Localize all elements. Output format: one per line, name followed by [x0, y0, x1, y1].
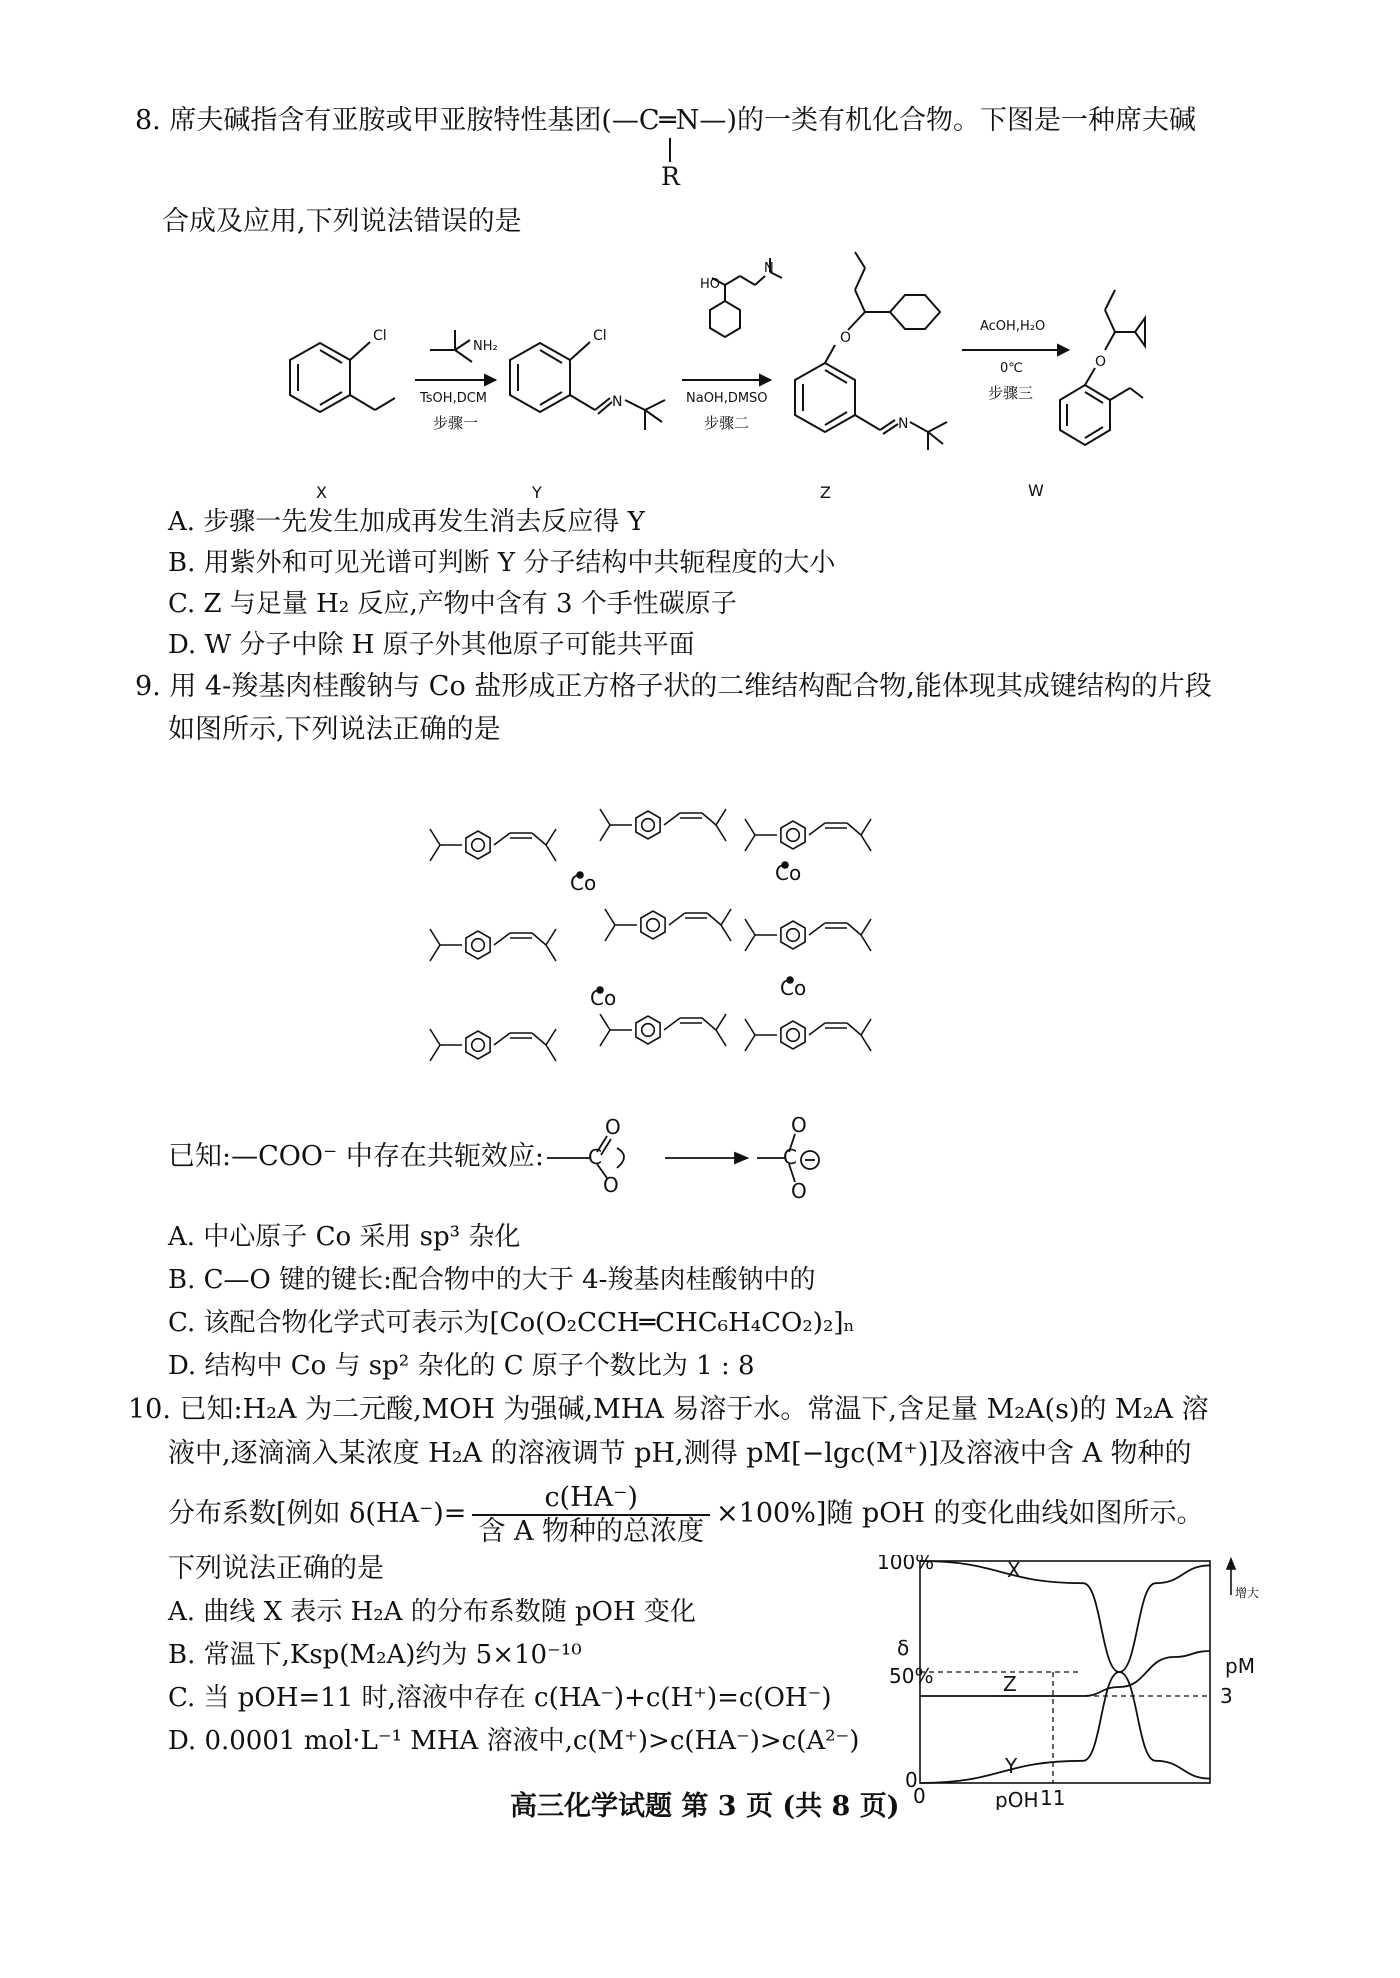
ligand-bond: [532, 1033, 546, 1045]
step2-label: 步骤二: [704, 414, 750, 432]
benzene-ring-6-ring: [472, 1039, 485, 1052]
ligand-bond: [861, 835, 871, 851]
q8-stem-line1: [135, 104, 1196, 138]
y-n-label: N: [612, 394, 623, 410]
svg-text:O: O: [603, 1173, 619, 1197]
benzene-ring-1: [636, 811, 660, 839]
q9-known-text: 已知:—COO⁻ 中存在共轭效应:: [168, 1141, 544, 1172]
step3-conditions-top: AcOH,H₂O: [980, 319, 1046, 334]
ligand-bond: [702, 813, 716, 825]
co-atom-3: Co: [590, 986, 617, 1010]
ligand-bond: [716, 809, 726, 825]
ligand-bond: [494, 833, 510, 845]
q9-known-line: [168, 1140, 544, 1174]
x-tick-0: 0: [913, 1784, 926, 1808]
label-y: Y: [532, 483, 542, 502]
ligand-bond: [707, 913, 721, 925]
ligand-bond: [721, 909, 731, 925]
ligand-bond: [600, 1014, 610, 1030]
label-x: X: [316, 483, 327, 502]
reagent1-nh2: NH₂: [473, 339, 498, 354]
ligand-bond: [605, 925, 615, 941]
page-footer: 高三化学试题 第 3 页 (共 8 页): [510, 1791, 900, 1822]
svg-text:C: C: [588, 1145, 602, 1169]
step1-conditions: TsOH,DCM: [420, 391, 488, 406]
benzene-ring-8-ring: [787, 1029, 800, 1042]
y-tick-0: 0: [905, 1768, 918, 1792]
q8-group-r-bond: [668, 138, 672, 162]
step3-label: 步骤三: [988, 384, 1034, 402]
ligand-bond: [745, 1019, 755, 1035]
step1-label: 步骤一: [433, 414, 479, 432]
ligand-bond: [716, 825, 726, 841]
reagent2-n: N: [764, 261, 774, 276]
ligand-bond: [716, 1030, 726, 1046]
y-axis-label-left: δ: [897, 1636, 910, 1660]
ligand-bond: [745, 919, 755, 935]
ligand-bond: [546, 945, 556, 961]
ligand-bond: [546, 845, 556, 861]
step2-conditions: NaOH,DMSO: [686, 391, 768, 406]
y-tick-100: 100%: [877, 1555, 935, 1574]
ligand-bond: [532, 933, 546, 945]
q10-fraction-numerator: c(HA⁻): [472, 1482, 710, 1516]
q8-option-d: D. W 分子中除 H 原子外其他原子可能共平面: [168, 630, 695, 660]
q8-stem-line2: 合成及应用,下列说法错误的是: [162, 206, 522, 237]
ligand-bond: [664, 1018, 680, 1030]
q8-option-a: A. 步骤一先发生加成再发生消去反应得 Y: [168, 507, 645, 537]
q9-option-a: A. 中心原子 Co 采用 sp³ 杂化: [168, 1222, 521, 1252]
benzene-ring-5: [781, 921, 805, 949]
ligand-bond: [847, 823, 861, 835]
x-tick-11: 11: [1040, 1786, 1066, 1810]
svg-text:C: C: [783, 1145, 797, 1169]
x-cl-label: Cl: [373, 328, 387, 344]
ligand-bond: [745, 1035, 755, 1051]
ligand-bond: [430, 1029, 440, 1045]
series-line-x: [920, 1561, 1210, 1779]
benzene-ring-8: [781, 1021, 805, 1049]
ligand-bond: [809, 1023, 825, 1035]
svg-text:O: O: [605, 1115, 621, 1139]
benzene-ring-6: [466, 1031, 490, 1059]
step3-conditions-bottom: 0℃: [1000, 361, 1023, 376]
ligand-bond: [532, 833, 546, 845]
q10-prompt: 下列说法正确的是: [168, 1553, 384, 1584]
x-axis-label: pOH: [995, 1788, 1039, 1810]
ligand-bond: [430, 1045, 440, 1061]
ligand-bond: [809, 823, 825, 835]
label-w: W: [1028, 481, 1044, 500]
benzene-ring-3: [466, 931, 490, 959]
ligand-bond: [861, 919, 871, 935]
y-tick-50: 50%: [889, 1664, 934, 1688]
series-label-x: X: [1007, 1558, 1021, 1582]
q10-stem-line2: 液中,逐滴滴入某浓度 H₂A 的溶液调节 pH,测得 pM[−lgc(M⁺)]及溶液中含 A 物种的: [168, 1438, 1192, 1469]
q9-stem-line1: 9. 用 4-羧基肉桂酸钠与 Co 盐形成正方格子状的二维结构配合物,能体现其成键结构的片段: [135, 671, 1212, 702]
ligand-bond: [430, 929, 440, 945]
benzene-ring-2: [781, 821, 805, 849]
ligand-bond: [605, 909, 615, 925]
y-axis-label-right: pM: [1225, 1654, 1255, 1678]
ligand-bond: [494, 1033, 510, 1045]
z-n-label: N: [898, 416, 909, 432]
right-axis-arrowhead: [1227, 1559, 1235, 1569]
benzene-ring-0: [466, 831, 490, 859]
svg-text:O: O: [791, 1179, 807, 1202]
ligand-bond: [546, 1029, 556, 1045]
w-o-label: O: [1095, 354, 1107, 370]
benzene-ring-2-ring: [787, 829, 800, 842]
ligand-bond: [847, 923, 861, 935]
q8-option-b: B. 用紫外和可见光谱可判断 Y 分子结构中共轭程度的大小: [168, 548, 836, 578]
co-atom-4: Co: [780, 976, 807, 1000]
ligand-bond: [861, 1019, 871, 1035]
co-atom-2: Co: [775, 861, 802, 885]
ligand-bond: [716, 1014, 726, 1030]
q8-reaction-scheme: [250, 250, 1150, 510]
ligand-bond: [745, 935, 755, 951]
ligand-bond: [600, 1030, 610, 1046]
benzene-ring-3-ring: [472, 939, 485, 952]
ligand-bond: [669, 913, 685, 925]
ligand-bond: [702, 1018, 716, 1030]
ligand-bond: [430, 829, 440, 845]
q8-group-r: R: [661, 162, 680, 191]
benzene-ring-5-ring: [787, 929, 800, 942]
z-o-label: O: [840, 330, 852, 346]
q9-option-c: C. 该配合物化学式可表示为[Co(O₂CCH═CHC₆H₄CO₂)₂]ₙ: [168, 1308, 855, 1338]
reagent2-ho: HO: [700, 277, 721, 292]
q8-option-c: C. Z 与足量 H₂ 反应,产物中含有 3 个手性碳原子: [168, 589, 737, 619]
ligand-bond: [861, 935, 871, 951]
q10-stem-part-2: ×100%]随 pOH 的变化曲线如图所示。: [716, 1498, 1204, 1529]
q10-stem-part-1: 分布系数[例如 δ(HA⁻)=: [168, 1498, 467, 1529]
q10-distribution-chart: [875, 1555, 1275, 1810]
series-label-y: Y: [1005, 1754, 1018, 1778]
ligand-bond: [546, 1045, 556, 1061]
ligand-bond: [546, 929, 556, 945]
benzene-ring-0-ring: [472, 839, 485, 852]
svg-text:O: O: [791, 1113, 807, 1137]
q10-stem-line3: [168, 1480, 1204, 1548]
q9-option-b: B. C—O 键的键长:配合物中的大于 4-羧基肉桂酸钠中的: [168, 1265, 816, 1295]
q8-group-formula: —C═N—: [611, 105, 727, 136]
ligand-bond: [600, 825, 610, 841]
ligand-bond: [809, 923, 825, 935]
q10-fraction-denominator: 含 A 物种的总浓度: [478, 1515, 705, 1547]
q9-coordination-structure: [410, 755, 990, 1105]
ligand-bond: [721, 925, 731, 941]
ligand-bond: [494, 933, 510, 945]
right-arrow-label: 增大: [1235, 1586, 1260, 1600]
series-line-y: [920, 1565, 1210, 1783]
ligand-bond: [745, 819, 755, 835]
ligand-bond: [546, 829, 556, 845]
series-line-z: [920, 1651, 1210, 1696]
q10-option-c: C. 当 pOH=11 时,溶液中存在 c(HA⁻)+c(H⁺)=c(OH⁻): [168, 1683, 832, 1713]
benzene-ring-4-ring: [647, 919, 660, 932]
ligand-bond: [861, 1035, 871, 1051]
q10-stem-line1: 10. 已知:H₂A 为二元酸,MOH 为强碱,MHA 易溶于水。常温下,含足量 M₂A(s)的 M₂A 溶: [128, 1394, 1209, 1425]
q10-option-a: A. 曲线 X 表示 H₂A 的分布系数随 pOH 变化: [168, 1597, 696, 1627]
benzene-ring-7: [636, 1016, 660, 1044]
q9-resonance-diagram: [535, 1110, 825, 1202]
q8-stem-part-b: )的一类有机化合物。下图是一种席夫碱: [726, 105, 1196, 136]
benzene-ring-1-ring: [642, 819, 655, 832]
benzene-ring-4: [641, 911, 665, 939]
ligand-bond: [430, 845, 440, 861]
q10-option-d: D. 0.0001 mol·L⁻¹ MHA 溶液中,c(M⁺)>c(HA⁻)>c(A²⁻): [168, 1726, 860, 1756]
q9-stem-line2: 如图所示,下列说法正确的是: [168, 714, 501, 745]
q10-option-b: B. 常温下,Ksp(M₂A)约为 5×10⁻¹⁰: [168, 1640, 582, 1670]
ligand-bond: [664, 813, 680, 825]
ligand-bond: [430, 945, 440, 961]
y-cl-label: Cl: [593, 328, 607, 344]
series-label-z: Z: [1003, 1672, 1017, 1696]
co-atom-1: Co: [570, 871, 597, 895]
label-z: Z: [820, 483, 831, 502]
q10-fraction: [472, 1482, 710, 1548]
q9-option-d: D. 结构中 Co 与 sp² 杂化的 C 原子个数比为 1 : 8: [168, 1351, 755, 1381]
ligand-bond: [861, 819, 871, 835]
right-tick-3: 3: [1220, 1684, 1233, 1708]
q8-stem-part-a: 8. 席夫碱指含有亚胺或甲亚胺特性基团(: [135, 105, 612, 136]
ligand-bond: [847, 1023, 861, 1035]
ligand-bond: [745, 835, 755, 851]
benzene-ring-7-ring: [642, 1024, 655, 1037]
ligand-bond: [600, 809, 610, 825]
